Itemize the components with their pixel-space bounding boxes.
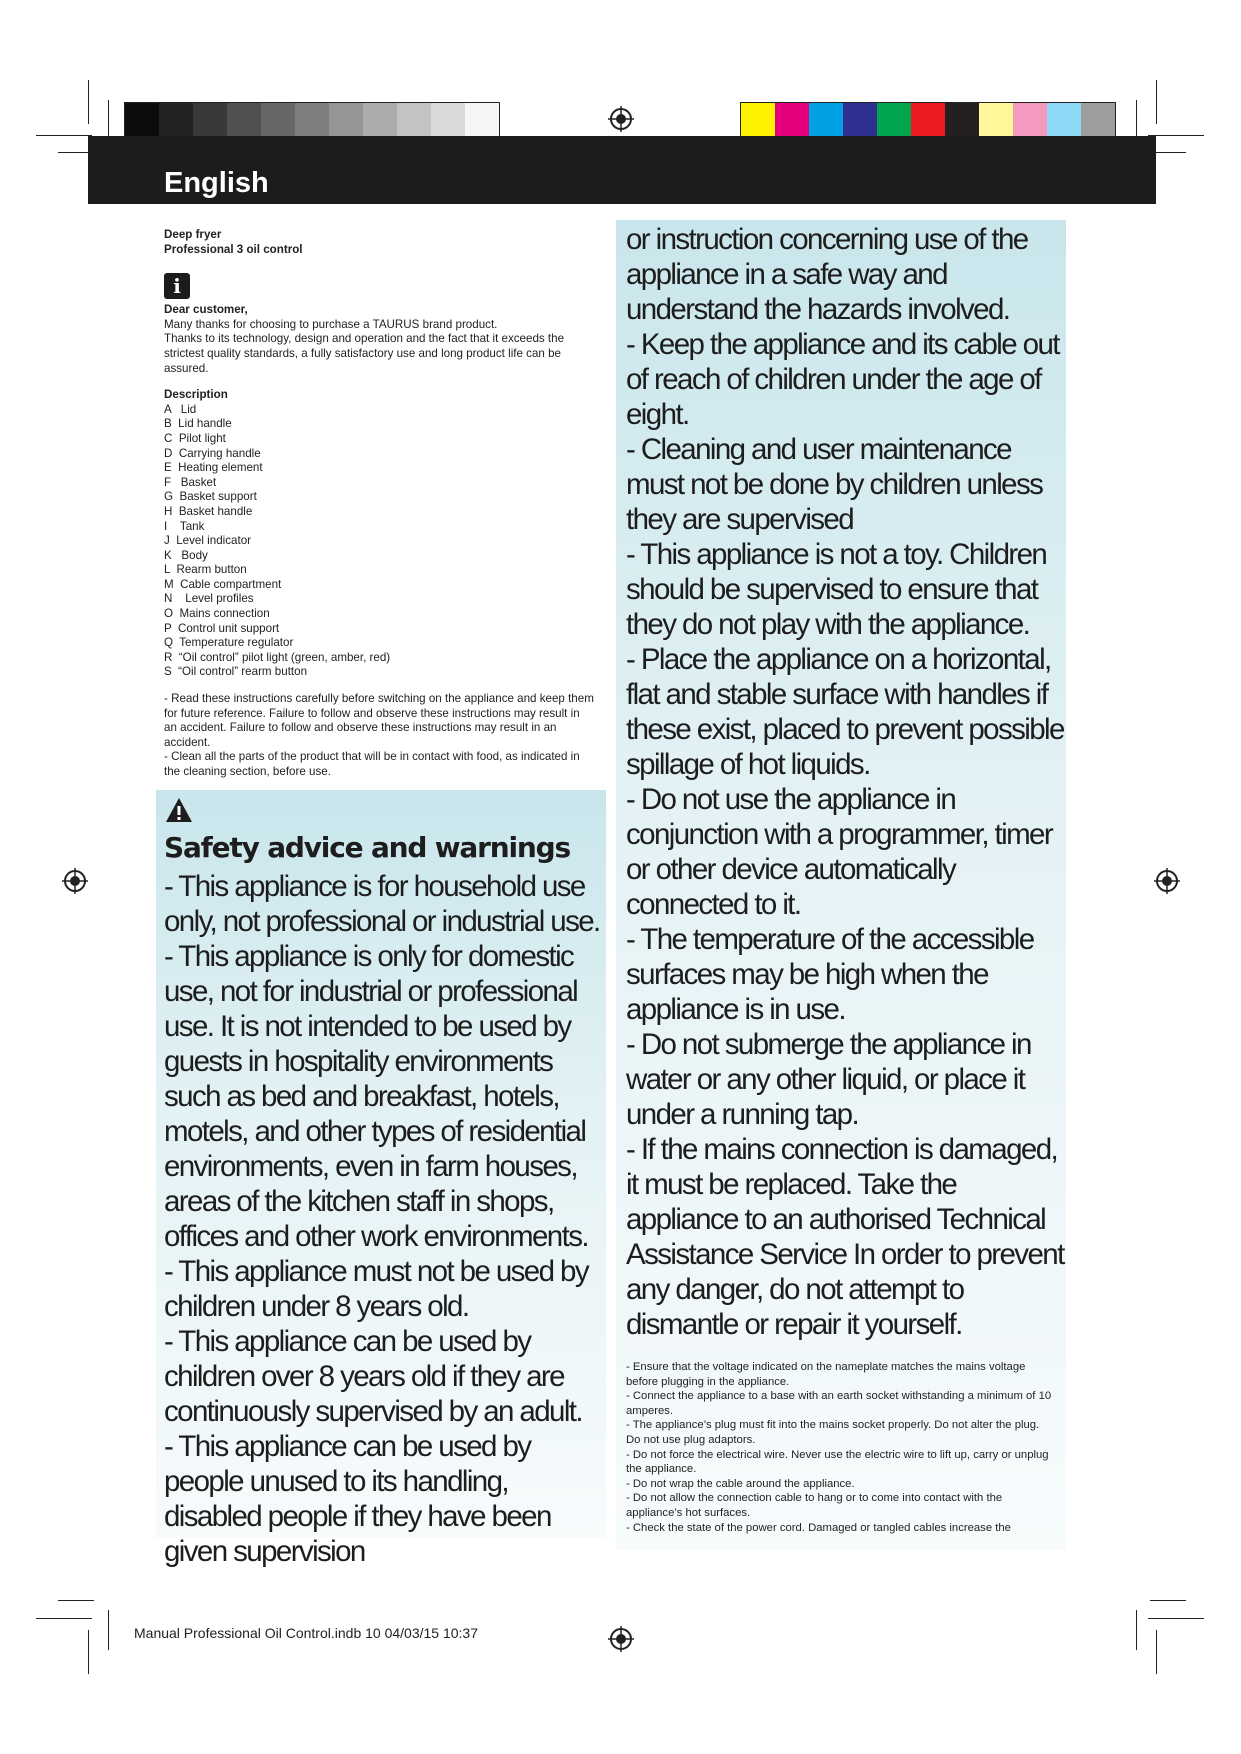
electrical-safety-item: - Connect the appliance to a base with an earth socket withstanding a minimum of 10 amperes. [626,1390,1052,1417]
description-item: P Control unit support [164,621,280,635]
safety-paragraph: - The temperature of the accessible surfaces may be high when the appliance is in use. [626,923,1034,1026]
color-swatch [159,103,193,137]
product-model: Professional 3 oil control [164,242,303,256]
safety-paragraph: - This appliance is for household use only, not professional or industrial use. - This appliance is only for domestic use, not for industrial or professional use. It is not intended to be used by guests in hospitality environments such as bed and breakfast, hotels, motels, and other types of residential environments, even in farm houses, areas of the kitchen staff in shops, offices and other work environments. [164,870,600,1253]
read-instructions: - Read these instructions carefully before switching on the appliance and keep them for future reference. Failure to follow and observe these instructions may result in an accident. Failure to follow and observe these instructions may result in an accident. [164,692,594,749]
registration-mark-icon [1154,868,1180,894]
color-swatch [809,103,843,137]
color-swatch [261,103,295,137]
crop-mark [88,1630,89,1674]
crop-mark [1148,135,1204,136]
product-type: Deep fryer [164,228,222,241]
safety-title: Safety advice and warnings [164,831,570,864]
registration-mark-icon [608,1626,634,1652]
electrical-safety-item: - Do not allow the connection cable to hang or to come into contact with the appliance’s hot surfaces. [626,1492,1003,1519]
color-swatch [329,103,363,137]
description-item: A Lid [164,402,197,416]
safety-right-content [626,222,1064,1342]
description-item: H Basket handle [164,504,253,518]
description-item: G Basket support [164,490,257,504]
language-heading: English [164,167,269,199]
crop-mark [1150,1600,1186,1601]
crop-mark [36,1618,92,1619]
description-item: I Tank [164,519,205,533]
electrical-safety-item: - Ensure that the voltage indicated on the nameplate matches the mains voltage before plugging in the appliance. [626,1361,1026,1388]
color-swatch [1047,103,1081,137]
registration-mark-icon [608,106,634,132]
color-swatch [431,103,465,137]
crop-mark [1136,100,1137,140]
grayscale-calibration-bar [124,102,500,138]
description-item: M Cable compartment [164,577,282,591]
color-swatch [843,103,877,137]
info-icon: i [164,273,190,299]
print-slug: Manual Professional Oil Control.indb 10 04/03/15 10:37 [134,1625,478,1641]
crop-mark [58,1600,94,1601]
description-item: Q Temperature regulator [164,636,294,650]
color-swatch [775,103,809,137]
color-swatch [397,103,431,137]
description-item: O Mains connection [164,607,270,621]
warning-triangle-icon [164,796,194,824]
description-item: E Heating element [164,461,263,475]
description-item: L Rearm button [164,563,247,577]
safety-left-content [164,796,604,1569]
color-calibration-bar [740,102,1116,138]
description-title: Description [164,388,228,402]
safety-paragraph: - This appliance is not a toy. Children should be supervised to ensure that they do not play with the appliance. [626,538,1047,641]
greeting: Dear customer, [164,303,248,317]
electrical-safety-item: - Do not force the electrical wire. Never use the electric wire to lift up, carry or unplug the appliance. [626,1448,1049,1476]
safety-paragraph: - This appliance can be used by children over 8 years old if they are continuously supervised by an adult. [164,1325,582,1428]
color-swatch [295,103,329,137]
safety-paragraph: - Place the appliance on a horizontal, flat and stable surface with handles if these exist, placed to prevent possible spillage of hot liquids. [626,643,1064,781]
description-item: D Carrying handle [164,446,261,460]
crop-mark [36,135,92,136]
electrical-safety-item: - Check the state of the power cord. Damaged or tangled cables increase the [626,1521,1011,1534]
safety-paragraph: or instruction concerning use of the appliance in a safe way and understand the hazards involved. [626,223,1028,326]
description-item: J Level indicator [164,534,251,548]
color-swatch [877,103,911,137]
description-item: C Pilot light [164,431,226,445]
color-swatch [227,103,261,137]
color-swatch [125,103,159,137]
crop-mark [1136,1610,1137,1650]
electrical-safety-item: - Do not wrap the cable around the appliance. [626,1477,855,1490]
description-item: F Basket [164,475,217,489]
color-swatch [465,103,499,137]
color-swatch [193,103,227,137]
intro-line-1: Many thanks for choosing to purchase a TAURUS brand product. [164,317,498,331]
description-item: S “Oil control” rearm button [164,665,308,679]
color-swatch [911,103,945,137]
electrical-safety-list [626,1360,1056,1535]
color-swatch [741,103,775,137]
safety-paragraph: - Do not submerge the appliance in water or any other liquid, or place it under a running tap. [626,1028,1031,1131]
crop-mark [108,1610,109,1650]
safety-paragraph: - This appliance can be used by people unused to its handling, disabled people if they have been given supervision [164,1430,551,1568]
clean-instructions: - Clean all the parts of the product that will be in contact with food, as indicated in the cleaning section, before use. [164,750,580,778]
left-column [164,228,594,780]
safety-paragraph: - Do not use the appliance in conjunction with a programmer, timer or other device automatically connected to it. [626,783,1053,921]
color-swatch [1081,103,1115,137]
crop-mark [1156,1630,1157,1674]
description-list [164,403,594,680]
description-item: N Level profiles [164,592,254,606]
registration-mark-icon [62,868,88,894]
safety-paragraph: - Keep the appliance and its cable out of reach of children under the age of eight. [626,328,1059,431]
crop-mark [1156,80,1157,124]
description-item: R “Oil control” pilot light (green, amber, red) [164,650,391,664]
crop-mark [88,80,89,124]
color-swatch [1013,103,1047,137]
color-swatch [363,103,397,137]
electrical-safety-item: - The appliance’s plug must fit into the mains socket properly. Do not alter the plug. Do not use plug adaptors. [626,1419,1040,1446]
safety-paragraph: - If the mains connection is damaged, it must be replaced. Take the appliance to an authorised Technical Assistance Service In order to prevent any danger, do not attempt to dismantle or repair it yourself. [626,1133,1064,1341]
description-item: K Body [164,548,208,562]
color-swatch [945,103,979,137]
color-swatch [979,103,1013,137]
crop-mark [108,100,109,140]
crop-mark [1148,1618,1204,1619]
description-item: B Lid handle [164,417,232,431]
intro-line-2: Thanks to its technology, design and operation and the fact that it exceeds the strictest quality standards, a fully satisfactory use and long product life can be assured. [164,332,565,375]
safety-paragraph: - Cleaning and user maintenance must not be done by children unless they are supervised [626,433,1043,536]
safety-paragraph: - This appliance must not be used by children under 8 years old. [164,1255,588,1323]
